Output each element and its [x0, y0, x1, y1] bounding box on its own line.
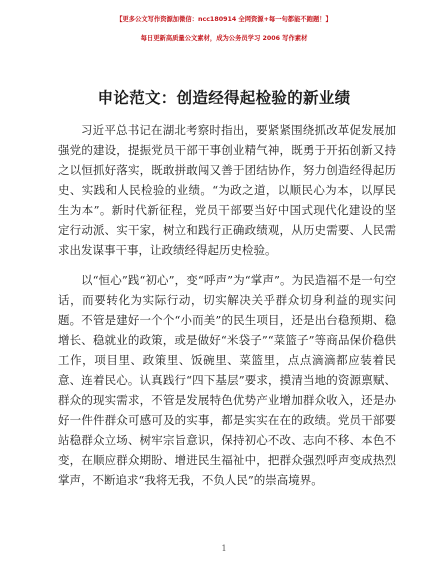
- promo-line-2: 每日更新高质量公文素材，成为公务员学习 2006 写作素材: [140, 35, 308, 42]
- page-number: 1: [221, 544, 227, 553]
- promo-line-1: 【更多公文写作资源加微信：ncc180914 全网资源+每一句都能不跑题！】: [116, 16, 332, 23]
- document-body: [58, 120, 396, 490]
- paragraph-2: 以“恒心”践“初心”，变“呼声”为“掌声”。为民造福不是一句空话，而要转化为实际行动，切实解决关乎群众切身利益的现实问题。不管是建好一个个“小而美”的民生项目，还是出台稳预期、稳增长、稳就业的政策，或是做好“米袋子”“菜篮子”等商品保价稳供工作，项目里、政策里、饭碗里、菜篮里，点点滴滴都应装着民意、连着民心。认真践行“四下基层”要求，摸清当地的资源禀赋、群众的现实需求，不管是发展特色优势产业增加群众收入，还是办好一件件群众可感可及的实事，都是实实在在的政绩。党员干部要站稳群众立场、树牢宗旨意识，保持初心不改、志向不移、本色不变，在顺应群众期盼、增进民生福祉中，把群众强烈呼声变成热烈掌声，不断追求“我将无我，不负人民”的崇高境界。: [58, 273, 396, 487]
- document-title: 申论范文：创造经得起检验的新业绩: [97, 89, 351, 107]
- promo-header: [0, 6, 448, 44]
- paragraph-1: 习近平总书记在湖北考察时指出，要紧紧围绕抓改革促发展加强党的建设，提振党员干部干事创业精气神，既勇于开拓创新又持之以恒抓好落实，既敢拼敢闯又善于团结协作，努力创造经得起历史、实践和人民检验的业绩。“为政之道，以顺民心为本，以厚民生为本”。新时代新征程，党员干部要当好中国式现代化建设的坚定行动派、实干家，树立和践行正确政绩观，从历史需要、人民需求出发谋事干事，让政绩经得起历史检验。: [58, 123, 396, 257]
